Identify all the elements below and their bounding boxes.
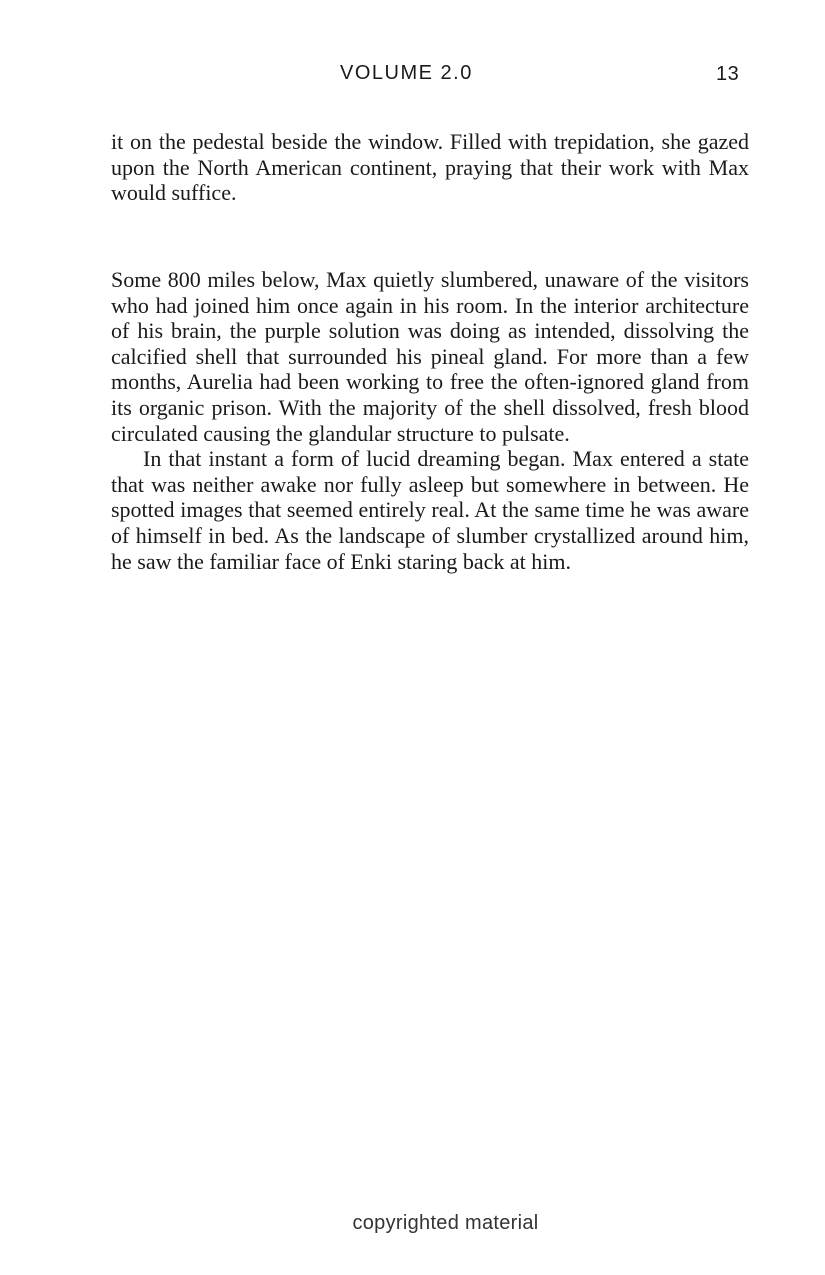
page-number: 13 xyxy=(716,63,740,85)
paragraph: Some 800 miles below, Max quietly slumbered, unaware of the visitors who had joined him once again in his room. In the interior architecture of his brain, the purple solution was doing as intended, dissolving the calcified shell that surrounded his pineal gland. For more than a few months, Aurelia had been working to free the often-ignored gland from its organic prison. With the majority of the shell dissolved, fresh blood circulated causing the glandular structure to pulsate. xyxy=(111,267,749,446)
paragraph: it on the pedestal beside the window. Filled with trepidation, she gazed upon the North American continent, praying that their work with Max would suffice. xyxy=(111,129,749,206)
running-title: VOLUME 2.0 xyxy=(340,62,473,84)
copyright-footer xyxy=(0,1212,825,1235)
paragraph: In that instant a form of lucid dreaming began. Max entered a state that was neither awake nor fully asleep but somewhere in between. He spotted images that seemed entirely real. At the same time he was aware of himself in bed. As the landscape of slumber crystallized around him, he saw the familiar face of Enki staring back at him. xyxy=(111,446,749,574)
running-head xyxy=(0,62,825,92)
continuation-text xyxy=(111,129,749,206)
section-text xyxy=(111,267,749,574)
copyright-notice: copyrighted material xyxy=(352,1212,539,1234)
